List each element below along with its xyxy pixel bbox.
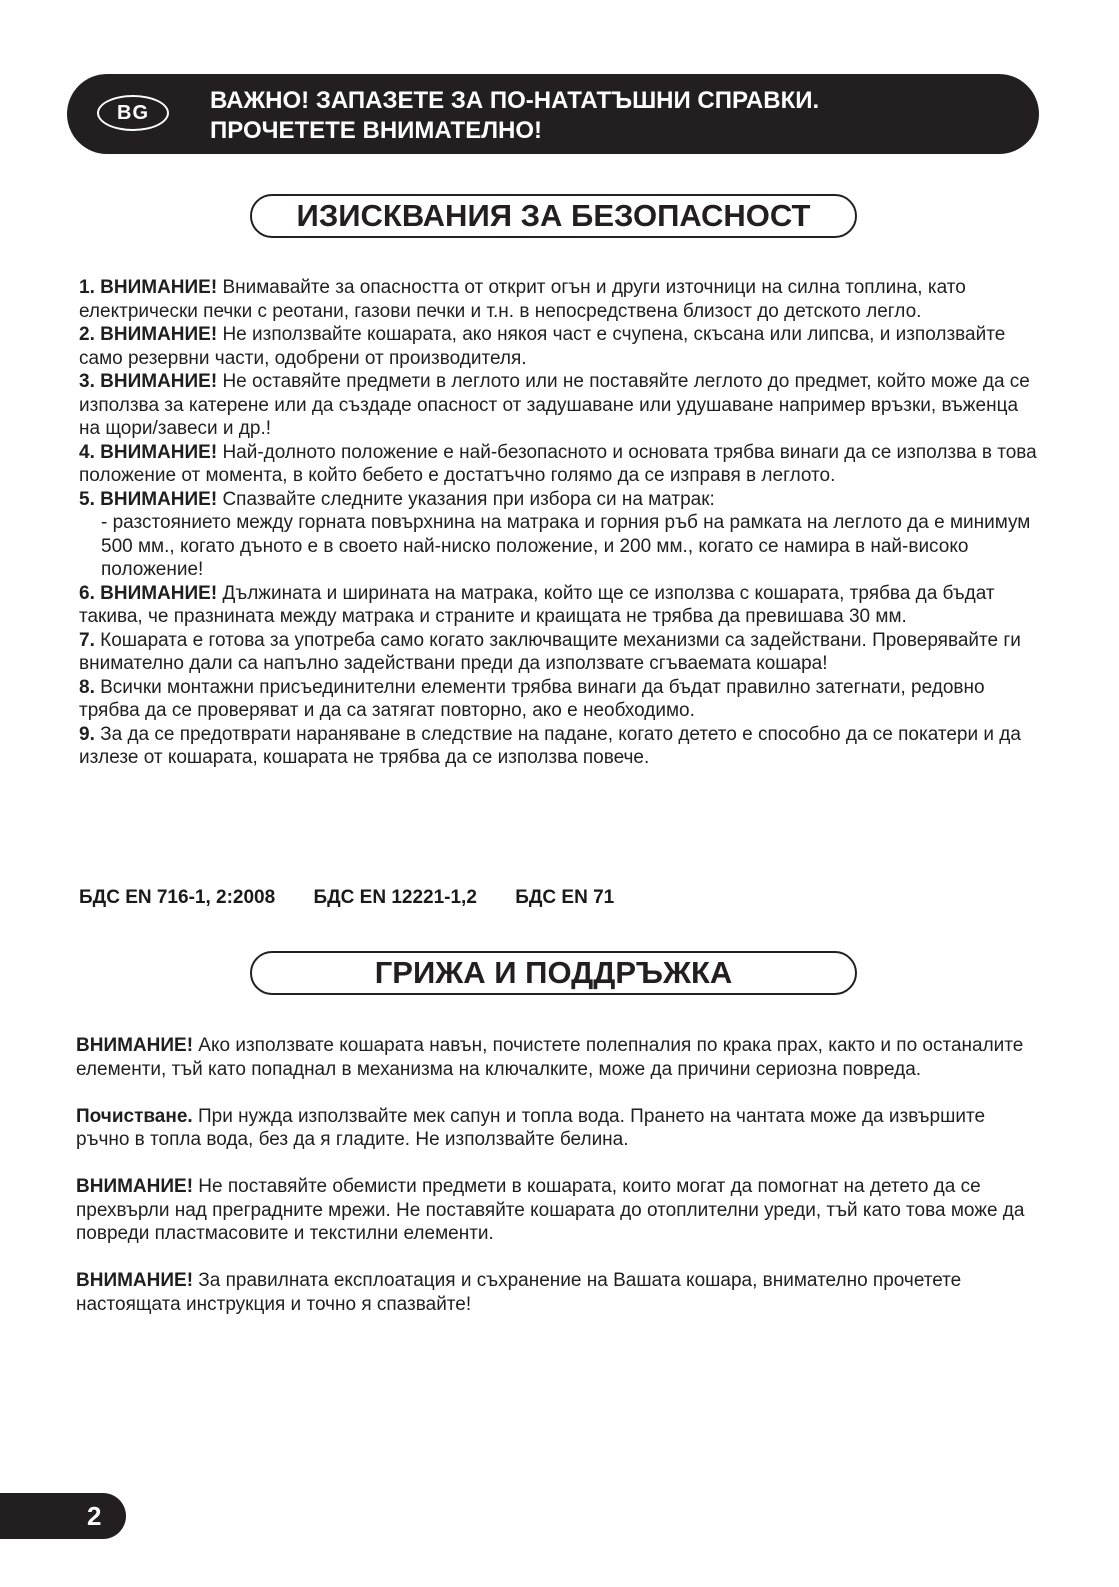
item-text: Дължината и ширината на матрака, който ще се използва с кошарата, трябва да бъдат такива, че празнината между матрака и страните и краищата не трябва да превишава 30 мм. <box>79 582 995 627</box>
safety-item <box>79 323 1039 370</box>
care-paragraph <box>76 1175 1036 1246</box>
paragraph-text: Ако използвате кошарата навън, почистете полепналия по крака прах, както и по останалите елементи, тъй като попаднал в механизма на ключалките, може да причини сериозна повреда. <box>76 1035 1024 1080</box>
header-line-1: ВАЖНО! ЗАПАЗЕТЕ ЗА ПО-НАТАТЪШНИ СПРАВКИ. <box>210 87 820 114</box>
item-text: Най-долното положение е най-безопасното и основата трябва винаги да се използва в това положение от момента, в който бебето е достатъчно голямо да се изправя в леглото. <box>79 441 1037 486</box>
paragraph-label: ВНИМАНИЕ! <box>76 1035 194 1056</box>
safety-list <box>79 276 1039 770</box>
warning-label: ВНИМАНИЕ! <box>100 488 218 510</box>
item-text: Спазвайте следните указания при избора си на матрак: <box>217 488 715 510</box>
safety-item <box>79 723 1039 770</box>
warning-label: ВНИМАНИЕ! <box>100 324 218 345</box>
page-number: 2 <box>87 1501 102 1531</box>
item-number: 2. <box>79 324 95 345</box>
item-text: Кошарата е готова за употреба само когато заключващите механизми са задействани. Проверявайте ги внимателно дали са напълно задействани преди да използвате сгъваемата кошара! <box>79 629 1021 674</box>
care-section <box>76 1034 1036 1340</box>
standard-code: БДС EN 71 <box>515 887 615 908</box>
safety-item <box>79 629 1039 676</box>
item-number: 1. <box>79 277 95 298</box>
paragraph-text: За правилната експлоатация и съхранение на Вашата кошара, внимателно прочетете настоящата инструкция и точно я спазвайте! <box>76 1270 962 1315</box>
care-paragraph <box>76 1034 1036 1081</box>
item-text: Всички монтажни присъединителни елементи трябва винаги да бъдат правилно затегнати, редовно трябва да се проверяват и да са затягат повторно, ако е необходимо. <box>79 676 985 721</box>
care-paragraph <box>76 1269 1036 1316</box>
safety-item <box>79 676 1039 723</box>
item-number: 7. <box>79 629 95 651</box>
item-text: Не оставяйте предмети в леглото или не поставяйте леглото до предмет, който може да се използва за катерене или да създаде опасност от задушаване или удушаване например връзки, въженца на щори/завеси и др.! <box>79 371 1030 439</box>
item-number: 8. <box>79 676 95 698</box>
paragraph-label: Почистване. <box>76 1105 193 1127</box>
language-badge: BG <box>97 95 169 131</box>
safety-title: ИЗИСКВАНИЯ ЗА БЕЗОПАСНОСТ <box>250 194 857 238</box>
paragraph-text: Не поставяйте обемисти предмети в кошарата, които могат да помогнат на детето да се прехвърли над преградните мрежи. Не поставяйте кошарата до отоплителни уреди, тъй като това може да повреди пластмасовите и текстилни елементи. <box>76 1176 1025 1244</box>
safety-subitem: - разстоянието между горната повърхнина на матрака и горния ръб на рамката на леглото да е минимум 500 мм., когато дъното е в своето най-ниско положение, и 200 мм., когато се намира в най-високо положение! <box>101 512 1031 580</box>
warning-label: ВНИМАНИЕ! <box>100 582 218 604</box>
item-text: Не използвайте кошарата, ако някоя част е счупена, скъсана или липсва, и използвайте само резервни части, одобрени от производителя. <box>79 324 1006 369</box>
page-number-tab <box>0 1493 126 1539</box>
standards-line <box>79 886 647 910</box>
safety-item <box>79 488 1039 512</box>
paragraph-label: ВНИМАНИЕ! <box>76 1270 194 1291</box>
item-text: Внимавайте за опасността от открит огън и други източници на силна топлина, като електрически печки с реотани, газови печки и т.н. в непосредствена близост до детското легло. <box>79 277 966 322</box>
safety-item <box>79 582 1039 629</box>
item-number: 4. <box>79 441 95 463</box>
item-text: За да се предотврати нараняване в следствие на падане, когато детето е способно да се покатери и да излезе от кошарата, кошарата не трябва да се използва повече. <box>79 723 1021 768</box>
paragraph-label: ВНИМАНИЕ! <box>76 1176 194 1197</box>
care-title: ГРИЖА И ПОДДРЪЖКА <box>250 951 857 995</box>
warning-label: ВНИМАНИЕ! <box>100 277 218 298</box>
safety-item <box>79 276 1039 323</box>
item-number: 5. <box>79 488 95 510</box>
warning-label: ВНИМАНИЕ! <box>100 371 218 392</box>
item-number: 6. <box>79 582 95 604</box>
header-line-2: ПРОЧЕТЕТЕ ВНИМАТЕЛНО! <box>210 117 543 144</box>
paragraph-text: При нужда използвайте мек сапун и топла вода. Прането на чантата може да извършите ръчно в топла вода, без да я гладите. Не използвайте белина. <box>76 1105 986 1150</box>
item-number: 9. <box>79 723 95 745</box>
header-banner <box>67 74 1039 154</box>
standard-code: БДС EN 12221-1,2 <box>313 887 477 908</box>
header-text <box>210 86 819 146</box>
warning-label: ВНИМАНИЕ! <box>100 441 218 463</box>
care-paragraph <box>76 1105 1036 1152</box>
safety-item <box>79 370 1039 441</box>
standard-code: БДС EN 716-1, 2:2008 <box>79 887 276 908</box>
safety-item <box>79 441 1039 488</box>
item-number: 3. <box>79 371 95 392</box>
